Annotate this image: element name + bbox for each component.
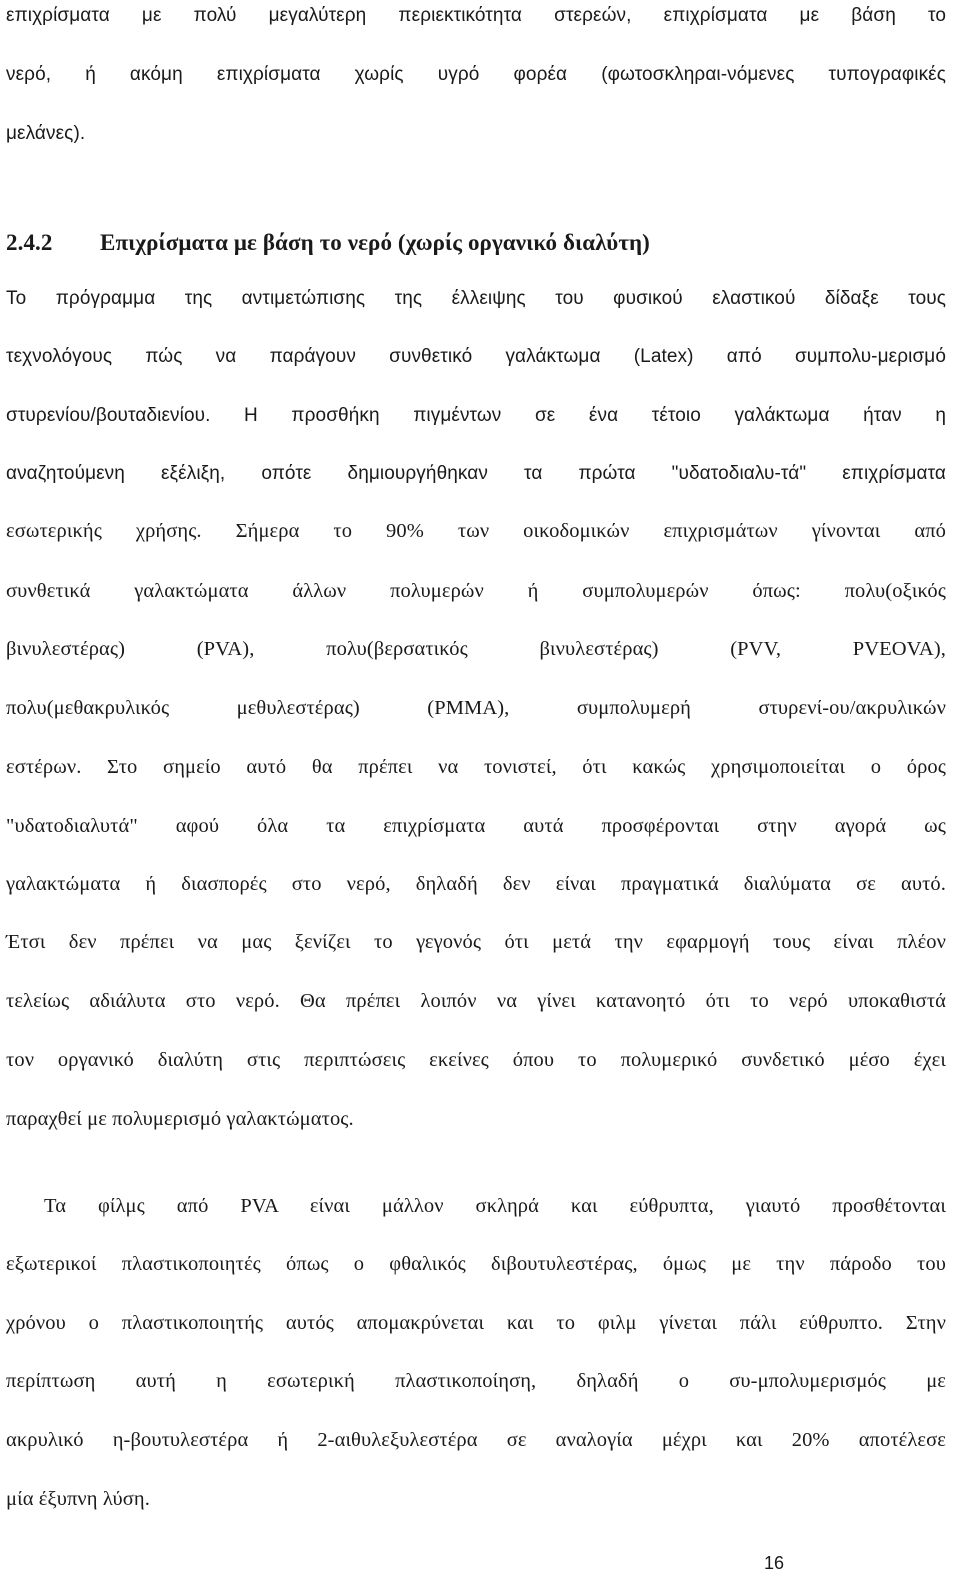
text-line: εσωτερικής χρήσης. Σήμερα το 90% των οικοδομικών επιχρισμάτων γίνονται από bbox=[6, 520, 946, 542]
section-title: Επιχρίσματα με βάση το νερό (χωρίς οργανικό διαλύτη) bbox=[100, 230, 650, 255]
text-line: αναζητούμενη εξέλιξη, οπότε δημιουργήθηκαν τα πρώτα "υδατοδιαλυ-τά" επιχρίσματα bbox=[6, 463, 946, 484]
text-line: τον οργανικό διαλύτη στις περιπτώσεις εκείνες όπου το πολυμερικό συνδετικό μέσο έχει bbox=[6, 1049, 946, 1071]
text-line: "υδατοδιαλυτά" αφού όλα τα επιχρίσματα αυτά προσφέρονται στην αγορά ως bbox=[6, 815, 946, 837]
text-line: στυρενίου/βουταδιενίου. Η προσθήκη πιγμέντων σε ένα τέτοιο γαλάκτωμα ήταν η bbox=[6, 405, 946, 426]
text-line: μελάνες). bbox=[6, 123, 86, 144]
section-heading bbox=[6, 229, 946, 257]
text-line: εστέρων. Στο σημείο αυτό θα πρέπει να τονιστεί, ότι κακώς χρησιμοποιείται ο όρος bbox=[6, 756, 946, 778]
text-line: τεχνολόγους πώς να παράγουν συνθετικό γαλάκτωμα (Latex) από συμπολυ-μερισμό bbox=[6, 346, 946, 367]
text-line: βινυλεστέρας) (PVA), πολυ(βερσατικός βινυλεστέρας) (PVV, PVEOVA), bbox=[6, 638, 946, 660]
text-line: τελείως αδιάλυτα στο νερό. Θα πρέπει λοιπόν να γίνει κατανοητό ότι το νερό υποκαθιστά bbox=[6, 990, 946, 1012]
page-number: 16 bbox=[764, 1553, 785, 1573]
text-line: συνθετικά γαλακτώματα άλλων πολυμερών ή συμπολυμερών όπως: πολυ(οξικός bbox=[6, 580, 946, 602]
text-line: γαλακτώματα ή διασπορές στο νερό, δηλαδή δεν είναι πραγματικά διαλύματα σε αυτό. bbox=[6, 873, 946, 895]
text-line: Τα φίλμς από PVA είναι μάλλον σκληρά και εύθρυπτα, γιαυτό προσθέτονται bbox=[44, 1195, 946, 1217]
text-line: πολυ(μεθακρυλικός μεθυλεστέρας) (PMMA), συμπολυμερή στυρενί-ου/ακρυλικών bbox=[6, 697, 946, 719]
text-line: νερό, ή ακόμη επιχρίσματα χωρίς υγρό φορέα (φωτοσκληραι-νόμενες τυπογραφικές bbox=[6, 64, 946, 85]
section-number: 2.4.2 bbox=[6, 230, 53, 255]
text-line: Το πρόγραμμα της αντιμετώπισης της έλλειψης του φυσικού ελαστικού δίδαξε τους bbox=[6, 288, 946, 309]
text-line: χρόνου ο πλαστικοποιητής αυτός απομακρύνεται και το φιλμ γίνεται πάλι εύθρυπτο. Στην bbox=[6, 1312, 946, 1334]
text-line: εξωτερικοί πλαστικοποιητές όπως ο φθαλικός διβουτυλεστέρας, όμως με την πάροδο του bbox=[6, 1253, 946, 1275]
text-line: παραχθεί με πολυμερισμό γαλακτώματος. bbox=[6, 1108, 354, 1130]
text-line: επιχρίσματα με πολύ μεγαλύτερη περιεκτικότητα στερεών, επιχρίσματα με βάση το bbox=[6, 5, 946, 26]
text-line: Έτσι δεν πρέπει να μας ξενίζει το γεγονός ότι μετά την εφαρμογή τους είναι πλέον bbox=[6, 931, 946, 953]
text-line: μία έξυπνη λύση. bbox=[6, 1488, 150, 1510]
text-line: περίπτωση αυτή η εσωτερική πλαστικοποίηση, δηλαδή ο συ-μπολυμερισμός με bbox=[6, 1370, 946, 1392]
text-line: ακρυλικό η-βουτυλεστέρα ή 2-αιθυλεξυλεστέρα σε αναλογία μέχρι και 20% αποτέλεσε bbox=[6, 1429, 946, 1451]
